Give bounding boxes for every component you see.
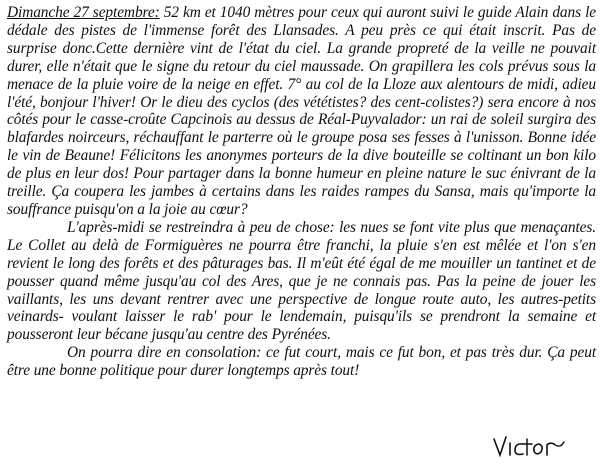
handwritten-signature xyxy=(490,425,570,465)
paragraph-2: L'après-midi se restreindra à peu de chose: les nues se font vite plus que menaçantes. Le Collet au delà de Formiguères ne pourra être franchi, la pluie s'en est mêlée et l'on s'en revient le long des forêts et des pâturages bas. Il m'eût été égal de me mouiller un tantinet et de pousser quand même jusqu'au col des Ares, que je ne connais pas. Pas la peine de jouer les vaillants, les uns devant rentrer avec une perspective de longue route auto, les autres-petits veinards- voulant laisser le rab' pour le lendemain, puisqu'ils se prendront la semaine et pousseront leur bécane jusqu'au centre des Pyrénées. xyxy=(7,218,596,344)
paragraph-1-text: 52 km et 1040 mètres pour ceux qui auront suivi le guide Alain dans le dédale des pistes de l'immense forêt des Llansades. A peu près ce qui était inscrit. Pas de surprise donc.Cette dernière vint de l'état du ciel. La grande propreté de la veille ne pouvait durer, elle n'était que le signe du retour du ciel maussade. On grapillera les cols prévus sous la menace de la pluie voire de la neige en effet. 7° au col de la Lloze aux alentours de midi, adieu l'été, bonjour l'hiver! Or le dieu des cyclos (des vététistes? des cent-colistes?) sera encore à nos côtés pour le casse-croûte Capcinois au dessus de Réal-Puyvalador: un rai de soleil surgira des blafardes noirceurs, réchauffant le parterre où le groupe posa ses fesses à l'unisson. Bonne idée le vin de Beaune! Félicitons les anonymes porteurs de la dive bouteille se coltinant un bon kilo de plus en leur dos! Pour partager dans la bonne humeur en pleine nature le suc énivrant de la treille. Ça coupera les jambes à certains dans les raides rampes du Sansa, mais qu'importe la souffrance puisqu'on a la joie au cœur? xyxy=(7,4,596,218)
paragraph-3: On pourra dire en consolation: ce fut court, mais ce fut bon, et pas très dur. Ça peut être une bonne politique pour durer longtemps après tout! xyxy=(7,344,596,380)
paragraph-1 xyxy=(7,4,596,219)
signature-scribble xyxy=(490,425,570,465)
date-heading: Dimanche 27 septembre: xyxy=(7,4,160,21)
